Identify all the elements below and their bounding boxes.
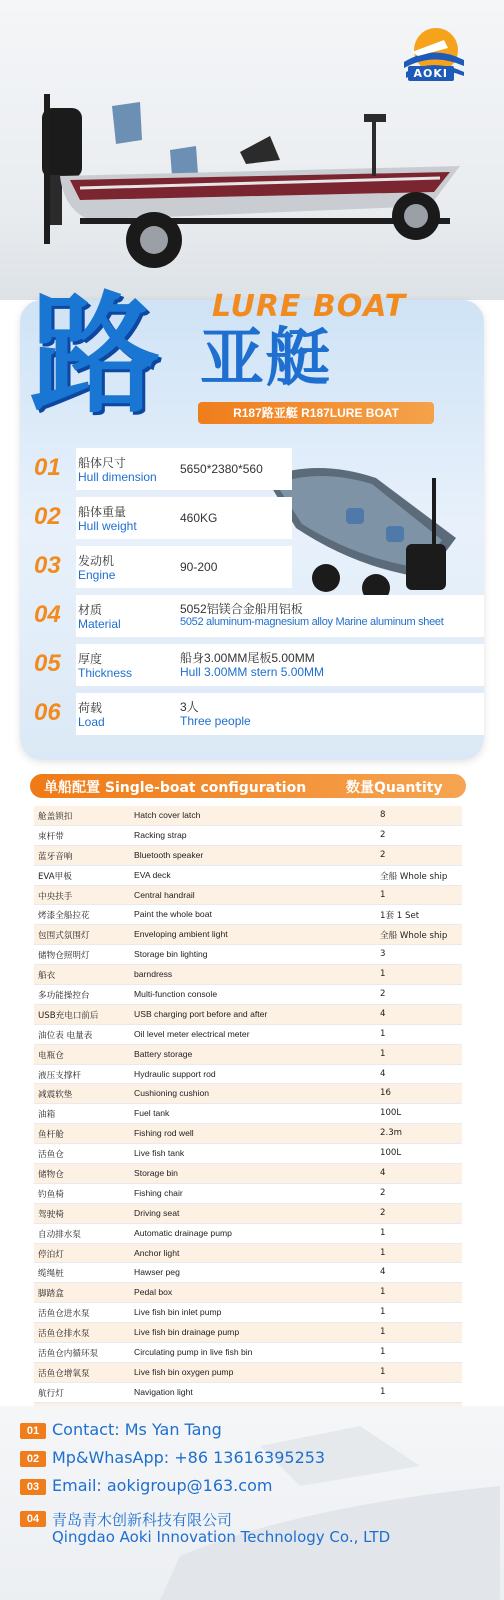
config-row: [34, 886, 462, 906]
spec-num: 04: [34, 601, 61, 628]
config-row: [34, 1303, 462, 1323]
spec-num: 03: [34, 552, 61, 579]
config-item-qty: 1: [380, 1028, 386, 1039]
config-item-cn: 船衣: [38, 971, 56, 982]
company-name-en: Qingdao Aoki Innovation Technology Co., LTD: [52, 1528, 391, 1546]
contact-text[interactable]: Mp&WhasApp: +86 13616395253: [52, 1448, 326, 1467]
config-item-cn: 包围式氛围灯: [38, 931, 90, 942]
title-en: LURE BOAT: [212, 289, 407, 324]
config-item-qty: 2: [380, 829, 386, 840]
config-row: [34, 1164, 462, 1184]
spec-value-text: 3人: [180, 700, 199, 714]
config-item-en: EVA deck: [134, 869, 171, 880]
spec-label-en: Engine: [78, 568, 116, 582]
config-item-cn: 脚踏盒: [38, 1289, 64, 1300]
title-cn: 亚艇: [200, 322, 332, 396]
config-header: [30, 774, 466, 798]
config-row: [34, 1065, 462, 1085]
config-item-qty: 全船 Whole ship: [380, 931, 448, 942]
config-item-cn: 活鱼仓: [38, 1150, 64, 1161]
spec-num: 02: [34, 503, 61, 530]
config-item-en: Driving seat: [134, 1207, 180, 1218]
spec-row-engine: [28, 546, 456, 588]
config-item-en: Cushioning cushion: [134, 1088, 210, 1099]
config-item-qty: 8: [380, 810, 386, 820]
spec-num: 06: [34, 699, 61, 726]
config-row: [34, 806, 462, 826]
config-item-cn: 液压支撑杆: [38, 1070, 81, 1081]
config-row: [34, 1323, 462, 1343]
spec-label-cn: 发动机: [78, 554, 115, 568]
spec-label-en: Load: [78, 715, 105, 729]
spec-label-cn: 船体重量: [78, 505, 127, 519]
config-item-en: Oil level meter electrical meter: [134, 1028, 250, 1039]
config-row: [34, 1343, 462, 1363]
config-item-en: Storage bin: [134, 1168, 178, 1179]
config-item-en: Fishing chair: [134, 1187, 183, 1198]
config-item-cn: 束杆带: [38, 831, 64, 842]
config-item-en: Storage bin lighting: [134, 949, 208, 960]
config-row: [34, 925, 462, 945]
boat-photo-illustration: [20, 80, 480, 280]
contact-num: 02: [20, 1451, 46, 1467]
config-item-en: Live fish bin inlet pump: [134, 1307, 222, 1318]
config-item-cn: 活鱼仓排水泵: [38, 1329, 90, 1340]
config-item-en: Bluetooth speaker: [134, 849, 204, 860]
config-item-qty: 1: [380, 1307, 386, 1318]
config-item-qty: 2: [380, 989, 386, 1000]
config-item-qty: 4: [380, 1168, 386, 1179]
config-item-en: Battery storage: [134, 1048, 193, 1059]
config-item-qty: 1: [380, 1247, 386, 1258]
config-item-cn: 储物仓照明灯: [38, 951, 90, 962]
spec-label-cn: 荷载: [78, 701, 103, 715]
config-item-cn: 鱼杆舱: [38, 1130, 64, 1141]
config-item-qty: 4: [380, 1267, 386, 1278]
config-row: [34, 1005, 462, 1025]
config-row: [34, 945, 462, 965]
config-row: [34, 1263, 462, 1283]
spec-value-text: 船身3.00MM尾板5.00MM: [180, 651, 315, 665]
config-item-qty: 3: [380, 949, 386, 960]
config-item-qty: 100L: [380, 1148, 402, 1159]
config-item-qty: 全船 Whole ship: [380, 871, 448, 882]
config-table: [34, 806, 462, 1423]
spec-label-en: Thickness: [78, 666, 133, 680]
config-row: [34, 1045, 462, 1065]
config-row: [34, 1184, 462, 1204]
config-item-cn: 航行灯: [38, 1388, 64, 1399]
config-row: [34, 1283, 462, 1303]
config-row: [34, 1144, 462, 1164]
config-row: [34, 1383, 462, 1403]
config-row: [34, 1224, 462, 1244]
config-row: [34, 965, 462, 985]
spec-value-en: 5052 aluminum-magnesium alloy Marine aluminum sheet: [180, 616, 444, 628]
config-item-qty: 2: [380, 1207, 386, 1218]
config-item-qty: 2.3m: [380, 1128, 403, 1139]
config-row: [34, 1084, 462, 1104]
spec-value-text: 460KG: [180, 511, 218, 525]
config-row: [34, 846, 462, 866]
spec-label-en: Hull dimension: [78, 470, 157, 484]
contact-text: Contact: Ms Yan Tang: [52, 1420, 222, 1439]
config-item-cn: 钓鱼椅: [38, 1189, 64, 1200]
spec-value-text: 5650*2380*560: [180, 462, 263, 476]
config-item-en: USB charging port before and after: [134, 1008, 268, 1019]
config-item-cn: USB充电口前后: [38, 1010, 99, 1021]
config-item-qty: 4: [380, 1008, 386, 1019]
spec-label-cn: 船体尺寸: [78, 456, 127, 470]
config-item-cn: 电瓶仓: [38, 1050, 64, 1061]
config-item-qty: 16: [380, 1088, 391, 1099]
spec-row-thickness: [28, 644, 456, 686]
config-row: [34, 1363, 462, 1383]
config-row: [34, 1204, 462, 1224]
config-row: [34, 826, 462, 846]
config-item-en: Live fish bin oxygen pump: [134, 1366, 234, 1377]
config-item-qty: 1: [380, 1048, 386, 1059]
config-item-en: Circulating pump in live fish bin: [134, 1347, 253, 1358]
config-item-en: Hawser peg: [134, 1267, 180, 1278]
spec-value: [174, 497, 292, 539]
config-item-en: Multi-function console: [134, 989, 218, 1000]
config-item-en: Paint the whole boat: [134, 909, 212, 920]
config-item-en: Hatch cover latch: [134, 810, 201, 820]
config-item-cn: 停泊灯: [38, 1249, 64, 1260]
config-item-cn: 减震软垫: [38, 1090, 73, 1101]
contact-num: 01: [20, 1423, 46, 1439]
config-item-cn: 油箱: [38, 1110, 56, 1121]
config-item-cn: 油位表 电量表: [38, 1030, 93, 1041]
spec-value-text: 5052铝镁合金船用铝板: [180, 602, 303, 616]
spec-row-material: [28, 595, 456, 637]
spec-value-text: 90-200: [180, 560, 218, 574]
config-item-qty: 1: [380, 1327, 386, 1338]
spec-row-hull-weight: [28, 497, 456, 539]
config-item-qty: 1: [380, 1227, 386, 1238]
config-item-en: Fuel tank: [134, 1108, 170, 1119]
spec-value-en: Three people: [180, 714, 251, 728]
config-item-en: Central handrail: [134, 889, 195, 900]
config-item-cn: 储物仓: [38, 1170, 64, 1181]
config-header-item: 单船配置 Single-boat configuration: [44, 780, 307, 796]
config-item-en: barndress: [134, 969, 173, 980]
title-big-char: 路: [30, 279, 155, 431]
config-row: [34, 905, 462, 925]
config-item-qty: 2: [380, 1187, 386, 1198]
config-item-en: Live fish bin drainage pump: [134, 1327, 240, 1338]
spec-label-cn: 厚度: [78, 652, 103, 666]
model-tag: R187路亚艇 R187LURE BOAT: [198, 402, 434, 424]
config-item-qty: 4: [380, 1068, 386, 1079]
config-item-cn: 蓝牙音响: [38, 851, 73, 862]
config-item-qty: 1: [380, 1347, 386, 1358]
config-item-qty: 1: [380, 1386, 386, 1397]
config-item-cn: 活鱼仓进水泵: [38, 1309, 90, 1320]
config-item-en: Enveloping ambient light: [134, 929, 228, 940]
config-item-cn: 活鱼仓内循环泵: [38, 1349, 99, 1360]
config-item-en: Anchor light: [134, 1247, 180, 1258]
spec-num: 05: [34, 650, 61, 677]
spec-row-load: [28, 693, 456, 735]
config-item-en: Hydraulic support rod: [134, 1068, 216, 1079]
config-row: [34, 1025, 462, 1045]
spec-value: [174, 693, 484, 735]
contact-num: 03: [20, 1479, 46, 1495]
config-item-qty: 100L: [380, 1108, 402, 1119]
contact-text[interactable]: Email: aokigroup@163.com: [52, 1476, 273, 1495]
config-item-qty: 1: [380, 889, 386, 900]
brand-name: AOKI: [408, 66, 454, 81]
config-item-qty: 2: [380, 849, 386, 860]
config-item-en: Live fish tank: [134, 1148, 185, 1159]
config-item-en: Pedal box: [134, 1287, 173, 1298]
config-item-cn: EVA甲板: [38, 871, 72, 882]
spec-value: [174, 644, 484, 686]
config-item-cn: 缆绳桩: [38, 1269, 64, 1280]
config-item-en: Navigation light: [134, 1386, 193, 1397]
config-row: [34, 1104, 462, 1124]
config-item-qty: 1套 1 Set: [380, 911, 420, 922]
spec-label-en: Hull weight: [78, 519, 137, 533]
config-item-en: Fishing rod well: [134, 1128, 194, 1139]
spec-value: [174, 546, 292, 588]
hero-photo: [0, 0, 504, 300]
config-header-qty: 数量Quantity: [346, 780, 443, 796]
contact-num: 04: [20, 1511, 46, 1527]
config-row: [34, 985, 462, 1005]
config-item-cn: 烤漆全船拉花: [38, 911, 90, 922]
config-item-qty: 1: [380, 969, 386, 980]
config-item-qty: 1: [380, 1366, 386, 1377]
config-item-en: Racking strap: [134, 829, 187, 840]
spec-value: [174, 448, 292, 490]
spec-label-en: Material: [78, 617, 121, 631]
config-row: [34, 1244, 462, 1264]
config-item-cn: 活鱼仓增氧泵: [38, 1368, 90, 1379]
config-item-cn: 多功能操控台: [38, 991, 90, 1002]
spec-row-hull-dimension: [28, 448, 456, 490]
config-row: [34, 1124, 462, 1144]
config-item-en: Automatic drainage pump: [134, 1227, 232, 1238]
spec-num: 01: [34, 454, 61, 481]
config-row: [34, 866, 462, 886]
config-item-cn: 驾驶椅: [38, 1209, 64, 1220]
config-item-cn: 舱盖锁扣: [38, 812, 73, 822]
config-item-cn: 中央扶手: [38, 891, 73, 902]
spec-value: [174, 595, 484, 637]
spec-value-en: Hull 3.00MM stern 5.00MM: [180, 665, 325, 679]
config-item-cn: 自动排水泵: [38, 1229, 81, 1240]
spec-label-cn: 材质: [78, 603, 103, 617]
config-item-qty: 1: [380, 1287, 386, 1298]
company-name-cn: 青岛青木创新科技有限公司: [52, 1511, 233, 1529]
